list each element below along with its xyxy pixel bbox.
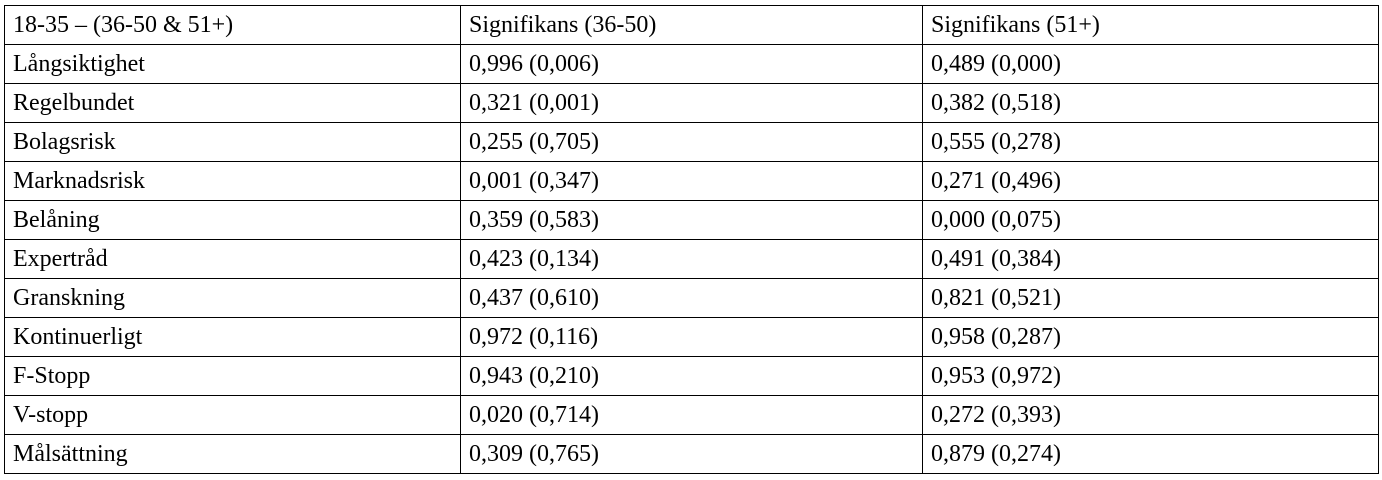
- cell-significance-36-50: 0,309 (0,765): [461, 435, 923, 474]
- table-row: [5, 162, 1379, 201]
- table-header-row: [5, 6, 1379, 45]
- cell-significance-51-plus: 0,958 (0,287): [923, 318, 1379, 357]
- table-row: [5, 396, 1379, 435]
- cell-significance-36-50: 0,996 (0,006): [461, 45, 923, 84]
- cell-significance-36-50: 0,423 (0,134): [461, 240, 923, 279]
- row-label: Långsiktighet: [5, 45, 461, 84]
- cell-significance-51-plus: 0,489 (0,000): [923, 45, 1379, 84]
- table-row: [5, 84, 1379, 123]
- table-row: [5, 435, 1379, 474]
- row-label: Kontinuerligt: [5, 318, 461, 357]
- cell-significance-51-plus: 0,953 (0,972): [923, 357, 1379, 396]
- cell-significance-36-50: 0,020 (0,714): [461, 396, 923, 435]
- table-row: [5, 357, 1379, 396]
- row-label: F-Stopp: [5, 357, 461, 396]
- cell-significance-51-plus: 0,272 (0,393): [923, 396, 1379, 435]
- significance-table: [4, 5, 1379, 474]
- cell-significance-36-50: 0,255 (0,705): [461, 123, 923, 162]
- row-label: Marknadsrisk: [5, 162, 461, 201]
- table-row: [5, 318, 1379, 357]
- cell-significance-51-plus: 0,491 (0,384): [923, 240, 1379, 279]
- cell-significance-36-50: 0,437 (0,610): [461, 279, 923, 318]
- header-cell-group-comparison: 18-35 – (36-50 & 51+): [5, 6, 461, 45]
- header-cell-significance-36-50: Signifikans (36-50): [461, 6, 923, 45]
- cell-significance-51-plus: 0,000 (0,075): [923, 201, 1379, 240]
- cell-significance-51-plus: 0,271 (0,496): [923, 162, 1379, 201]
- cell-significance-51-plus: 0,382 (0,518): [923, 84, 1379, 123]
- cell-significance-36-50: 0,943 (0,210): [461, 357, 923, 396]
- header-cell-significance-51-plus: Signifikans (51+): [923, 6, 1379, 45]
- row-label: Belåning: [5, 201, 461, 240]
- cell-significance-36-50: 0,001 (0,347): [461, 162, 923, 201]
- cell-significance-36-50: 0,359 (0,583): [461, 201, 923, 240]
- cell-significance-36-50: 0,321 (0,001): [461, 84, 923, 123]
- row-label: V-stopp: [5, 396, 461, 435]
- row-label: Granskning: [5, 279, 461, 318]
- row-label: Bolagsrisk: [5, 123, 461, 162]
- cell-significance-51-plus: 0,555 (0,278): [923, 123, 1379, 162]
- table-row: [5, 45, 1379, 84]
- row-label: Målsättning: [5, 435, 461, 474]
- table-row: [5, 279, 1379, 318]
- row-label: Regelbundet: [5, 84, 461, 123]
- table-row: [5, 123, 1379, 162]
- cell-significance-51-plus: 0,879 (0,274): [923, 435, 1379, 474]
- cell-significance-36-50: 0,972 (0,116): [461, 318, 923, 357]
- cell-significance-51-plus: 0,821 (0,521): [923, 279, 1379, 318]
- row-label: Expertråd: [5, 240, 461, 279]
- table-row: [5, 240, 1379, 279]
- table-row: [5, 201, 1379, 240]
